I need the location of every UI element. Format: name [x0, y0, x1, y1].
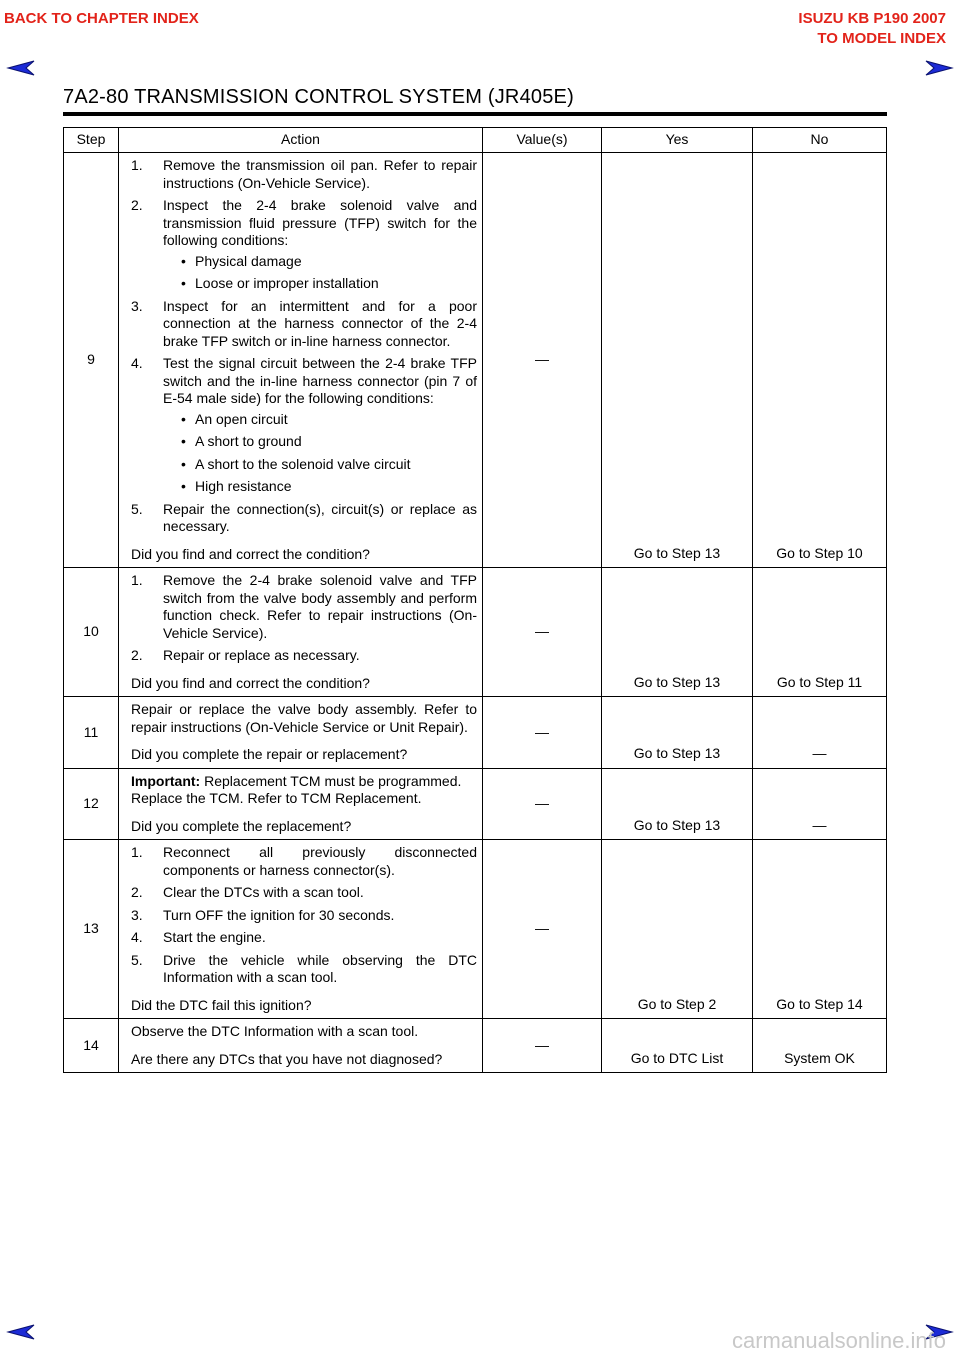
action-step: [131, 572, 477, 642]
back-to-chapter-index-link[interactable]: BACK TO CHAPTER INDEX: [4, 10, 199, 27]
action-step: [131, 501, 477, 536]
prev-page-arrow-icon[interactable]: [6, 60, 36, 76]
yes-result: Go to DTC List: [602, 1019, 753, 1073]
value-cell: —: [483, 768, 602, 840]
action-cell: [119, 697, 483, 769]
action-step: [131, 298, 477, 351]
action-cell: [119, 153, 483, 568]
header-step: Step: [64, 128, 119, 153]
action-text: Replace the TCM. Refer to TCM Replacement.: [131, 790, 422, 806]
action-steps-list: [131, 157, 477, 536]
action-step: [131, 844, 477, 879]
value-cell: —: [483, 697, 602, 769]
table-row: [64, 697, 887, 769]
action-step-text: Clear the DTCs with a scan tool.: [163, 884, 364, 900]
value-cell: —: [483, 1019, 602, 1073]
table-row: [64, 568, 887, 697]
yes-result: Go to Step 13: [602, 153, 753, 568]
condition-item: • A short to the solenoid valve circuit: [163, 456, 477, 474]
header-action: Action: [119, 128, 483, 153]
table-row: [64, 768, 887, 840]
action-step: [131, 884, 477, 902]
action-step-number: 1.: [131, 572, 143, 588]
to-model-index-link[interactable]: TO MODEL INDEX: [817, 30, 946, 47]
action-step-number: 2.: [131, 197, 143, 213]
model-name-link[interactable]: ISUZU KB P190 2007: [798, 10, 946, 27]
no-result: Go to Step 10: [753, 153, 887, 568]
action-step-number: 5.: [131, 951, 143, 968]
value-cell: —: [483, 840, 602, 1019]
important-note: [131, 773, 477, 791]
action-step-number: 3.: [131, 906, 143, 923]
yes-result: Go to Step 2: [602, 840, 753, 1019]
action-step-number: 1.: [131, 157, 143, 173]
action-step-text: Remove the transmission oil pan. Refer to repair instructions (On-Vehicle Service).: [163, 157, 477, 191]
condition-item: • An open circuit: [163, 411, 477, 429]
action-steps-list: [131, 844, 477, 987]
action-step-number: 4.: [131, 929, 143, 945]
action-cell: [119, 1019, 483, 1073]
action-question: Did you complete the replacement?: [131, 817, 352, 834]
action-question: Did the DTC fail this ignition?: [131, 996, 312, 1013]
action-question: Did you find and correct the condition?: [131, 674, 370, 691]
step-number: 13: [64, 840, 119, 1019]
condition-item: • Physical damage: [163, 253, 477, 271]
action-step-text: Drive the vehicle while observing the DTC Information with a scan tool.: [163, 951, 477, 985]
page-title: 7A2-80 TRANSMISSION CONTROL SYSTEM (JR405E): [63, 86, 574, 108]
action-step-text: Repair the connection(s), circuit(s) or replace as necessary.: [163, 500, 477, 534]
action-step: [131, 197, 477, 293]
yes-result: Go to Step 13: [602, 697, 753, 769]
action-step-number: 1.: [131, 844, 143, 860]
action-cell: [119, 768, 483, 840]
condition-item: • High resistance: [163, 478, 477, 496]
action-step-number: 2.: [131, 647, 143, 663]
action-step-text: Turn OFF the ignition for 30 seconds.: [163, 906, 395, 923]
yes-result: Go to Step 13: [602, 768, 753, 840]
table-row: [64, 153, 887, 568]
header-yes: Yes: [602, 128, 753, 153]
yes-result: Go to Step 13: [602, 568, 753, 697]
action-cell: [119, 568, 483, 697]
important-label: Important:: [131, 772, 201, 789]
title-rule: [63, 112, 887, 116]
action-steps-list: [131, 572, 477, 665]
prev-page-bottom-arrow-icon[interactable]: [6, 1324, 36, 1340]
action-step-text: Remove the 2-4 brake solenoid valve and TFP switch from the valve body assembly and perform function check. Refer to repair instructions (On-Vehicle Service).: [163, 572, 477, 641]
action-step: [131, 647, 477, 665]
action-text: Observe the DTC Information with a scan tool.: [131, 1023, 419, 1039]
action-step-number: 3.: [131, 297, 143, 314]
header-no: No: [753, 128, 887, 153]
action-text: Repair or replace the valve body assembly. Refer to repair instructions (On-Vehicle Service or Unit Repair).: [131, 701, 477, 735]
no-result: —: [753, 697, 887, 769]
action-step-text: Inspect for an intermittent and for a poor connection at the harness connector of the 2-4 brake TFP switch or in-line harness connector.: [163, 297, 477, 349]
action-question: Did you complete the repair or replacement?: [131, 746, 408, 762]
step-number: 10: [64, 568, 119, 697]
header-values: Value(s): [483, 128, 602, 153]
action-step: [131, 907, 477, 925]
action-step-text: Repair or replace as necessary.: [163, 647, 360, 663]
action-cell: [119, 840, 483, 1019]
step-number: 12: [64, 768, 119, 840]
table-row: [64, 1019, 887, 1073]
action-step-number: 4.: [131, 355, 143, 371]
value-cell: —: [483, 568, 602, 697]
action-step-text: Test the signal circuit between the 2-4 brake TFP switch and the in-line harness connector (pin 7 of E-54 male side) for the following conditions:: [163, 355, 477, 406]
action-question: Did you find and correct the condition?: [131, 545, 370, 562]
action-question: Are there any DTCs that you have not diagnosed?: [131, 1050, 443, 1067]
action-step-number: 5.: [131, 500, 143, 517]
condition-list: [163, 411, 477, 496]
action-step-text: Inspect the 2-4 brake solenoid valve and transmission fluid pressure (TFP) switch for the following conditions:: [163, 197, 477, 248]
no-result: Go to Step 14: [753, 840, 887, 1019]
action-step: [131, 929, 477, 947]
value-cell: —: [483, 153, 602, 568]
table-header-row: [64, 128, 887, 153]
condition-item: • A short to ground: [163, 433, 477, 451]
action-step: [131, 157, 477, 192]
step-number: 9: [64, 153, 119, 568]
table-row: [64, 840, 887, 1019]
important-text: Replacement TCM must be programmed.: [200, 772, 462, 789]
action-step: [131, 355, 477, 496]
watermark: carmanualsonline.info: [731, 1328, 946, 1353]
diagnostic-table: [63, 127, 887, 1073]
step-number: 11: [64, 697, 119, 769]
action-step-text: Start the engine.: [163, 929, 266, 945]
condition-list: [163, 253, 477, 293]
no-result: Go to Step 11: [753, 568, 887, 697]
step-number: 14: [64, 1019, 119, 1073]
action-step-text: Reconnect all previously disconnected components or harness connector(s).: [163, 844, 477, 878]
action-step: [131, 952, 477, 987]
action-step-number: 2.: [131, 884, 143, 900]
next-page-arrow-icon[interactable]: [924, 60, 954, 76]
no-result: System OK: [753, 1019, 887, 1073]
condition-item: • Loose or improper installation: [163, 275, 477, 293]
no-result: —: [753, 768, 887, 840]
